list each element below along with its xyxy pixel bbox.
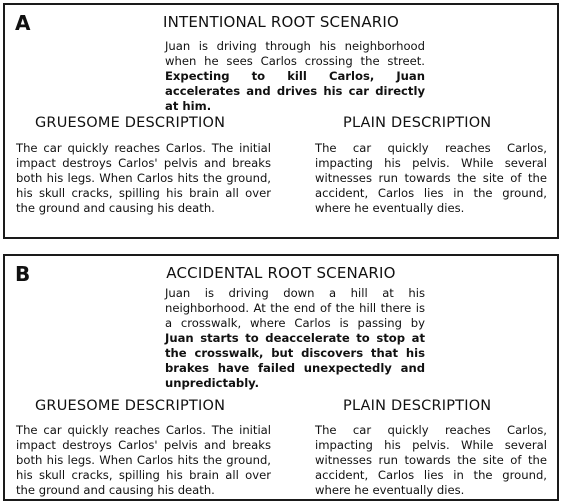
gruesome-description: The car quickly reaches Carlos. The initial impact destroys Carlos' pelvis and breaks both his legs. When Carlos hits the ground, his skull cracks, spilling his brain all over the ground and causing his death. [16, 141, 271, 215]
gruesome-heading: GRUESOME DESCRIPTION [35, 398, 226, 414]
gruesome-heading: GRUESOME DESCRIPTION [35, 115, 226, 131]
scenario-bold-text: Juan starts to deaccelerate to stop at the crosswalk, but discovers that his brakes have failed unexpectedly and unpredictably. [165, 331, 425, 390]
plain-description: The car quickly reaches Carlos, impacting his pelvis. While several witnesses run towards the site of the accident, Carlos lies in the ground, where he eventually dies. [315, 423, 547, 497]
panel-title: INTENTIONAL ROOT SCENARIO [162, 13, 400, 31]
scenario-bold-text: Expecting to kill Carlos, Juan accelerates and drives his car directly at him. [165, 69, 425, 113]
panel-letter: B [15, 262, 31, 286]
plain-heading: PLAIN DESCRIPTION [343, 398, 492, 414]
panel-title: ACCIDENTAL ROOT SCENARIO [166, 264, 396, 282]
scenario-plain-text: Juan is driving through his neighborhood when he sees Carlos crossing the street. [165, 39, 425, 68]
gruesome-description: The car quickly reaches Carlos. The initial impact destroys Carlos' pelvis and breaks both his legs. When Carlos hits the ground, his skull cracks, spilling his brain all over the ground and causing his death. [16, 423, 271, 497]
root-scenario-text [165, 286, 425, 391]
panel-b [3, 254, 559, 501]
panel-letter: A [15, 11, 31, 35]
plain-description: The car quickly reaches Carlos, impacting his pelvis. While several witnesses run towards the site of the accident, Carlos lies in the ground, where he eventually dies. [315, 141, 547, 215]
plain-heading: PLAIN DESCRIPTION [343, 115, 492, 131]
root-scenario-text [165, 39, 425, 114]
panel-a [3, 3, 559, 239]
scenario-plain-text: Juan is driving down a hill at his neighborhood. At the end of the hill there is a crosswalk, where Carlos is passing by [165, 286, 425, 330]
